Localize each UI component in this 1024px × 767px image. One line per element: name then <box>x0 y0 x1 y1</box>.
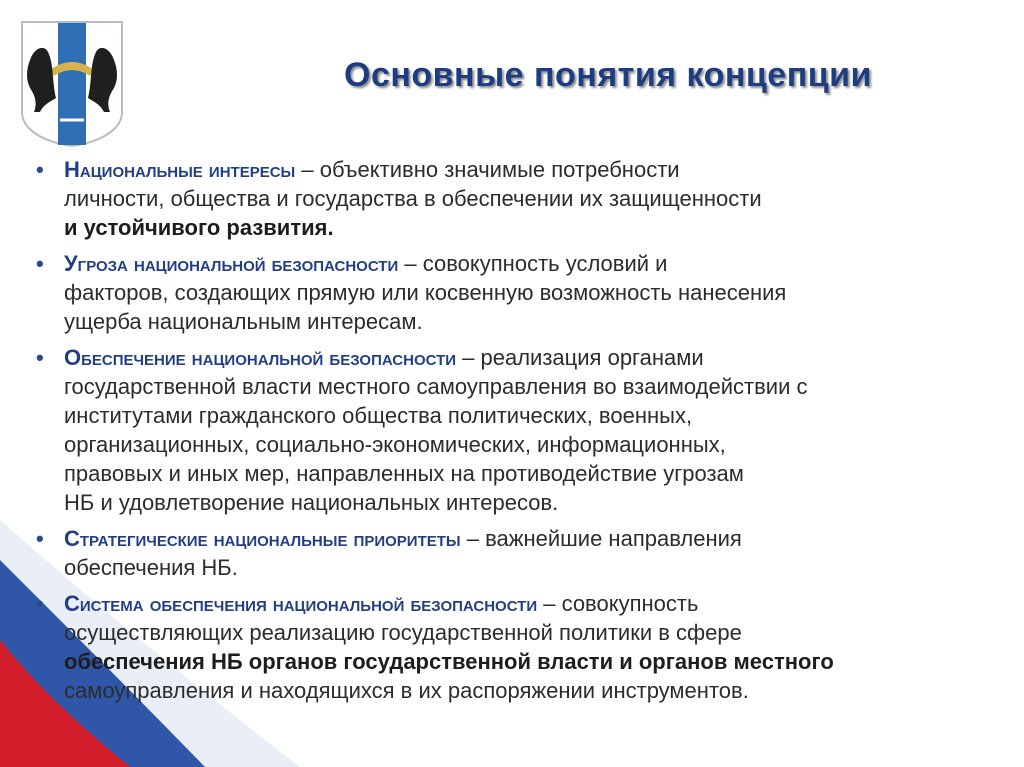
item-text: институтами гражданского общества политических, военных, <box>64 403 693 428</box>
bullet-icon: • <box>36 526 44 551</box>
item-text: объективно значимые потребности <box>319 157 680 182</box>
item-text: организационных, социально-экономических, информационных, <box>64 432 726 457</box>
item-text: важнейшие направления <box>485 526 742 551</box>
term: Система обеспечения национальной безопасности <box>64 591 538 616</box>
list-item <box>36 155 996 242</box>
item-text: обеспечения НБ. <box>64 555 238 580</box>
item-text: государственной власти местного самоуправления во взаимодействии с <box>64 374 808 399</box>
list-item <box>36 249 996 336</box>
term: Национальные интересы <box>64 157 296 182</box>
item-first-line <box>64 589 996 618</box>
term: Обеспечение национальной безопасности <box>64 345 457 370</box>
list-item <box>36 589 996 705</box>
bullet-icon: • <box>36 345 44 370</box>
dash: – <box>456 345 481 370</box>
dash: – <box>460 526 486 551</box>
item-first-line <box>64 524 996 553</box>
concepts-list <box>36 155 996 712</box>
item-text: личности, общества и государства в обеспечении их защищенности <box>64 186 762 211</box>
bullet-icon: • <box>36 157 44 182</box>
item-first-line <box>64 155 996 184</box>
item-text: реализация органами <box>480 345 704 370</box>
bullet-icon: • <box>36 251 44 276</box>
item-text: самоуправления и находящихся в их распоряжении инструментов. <box>64 678 749 703</box>
item-text: НБ и удовлетворение национальных интересов. <box>64 490 559 515</box>
term: Угроза национальной безопасности <box>64 251 399 276</box>
dash: – <box>398 251 423 276</box>
item-text: ущерба национальным интересам. <box>64 309 423 334</box>
item-first-line <box>64 343 996 372</box>
list-item <box>36 343 996 517</box>
term: Стратегические национальные приоритеты <box>64 526 461 551</box>
item-text: обеспечения НБ органов государственной власти и органов местного <box>64 649 834 674</box>
page-title: Основные понятия концепции <box>344 56 872 94</box>
item-text: правовых и иных мер, направленных на противодействие угрозам <box>64 461 744 486</box>
dash: – <box>295 157 320 182</box>
coat-of-arms-icon <box>20 20 124 148</box>
item-text: совокупность условий и <box>422 251 668 276</box>
dash: – <box>537 591 562 616</box>
item-first-line <box>64 249 996 278</box>
bullet-icon: • <box>36 591 44 616</box>
list-item <box>36 524 996 582</box>
item-text: факторов, создающих прямую или косвенную возможность нанесения <box>64 280 787 305</box>
item-text: осуществляющих реализацию государственной политики в сфере <box>64 620 742 645</box>
item-text: совокупность <box>561 591 699 616</box>
item-text: и устойчивого развития. <box>64 215 334 240</box>
